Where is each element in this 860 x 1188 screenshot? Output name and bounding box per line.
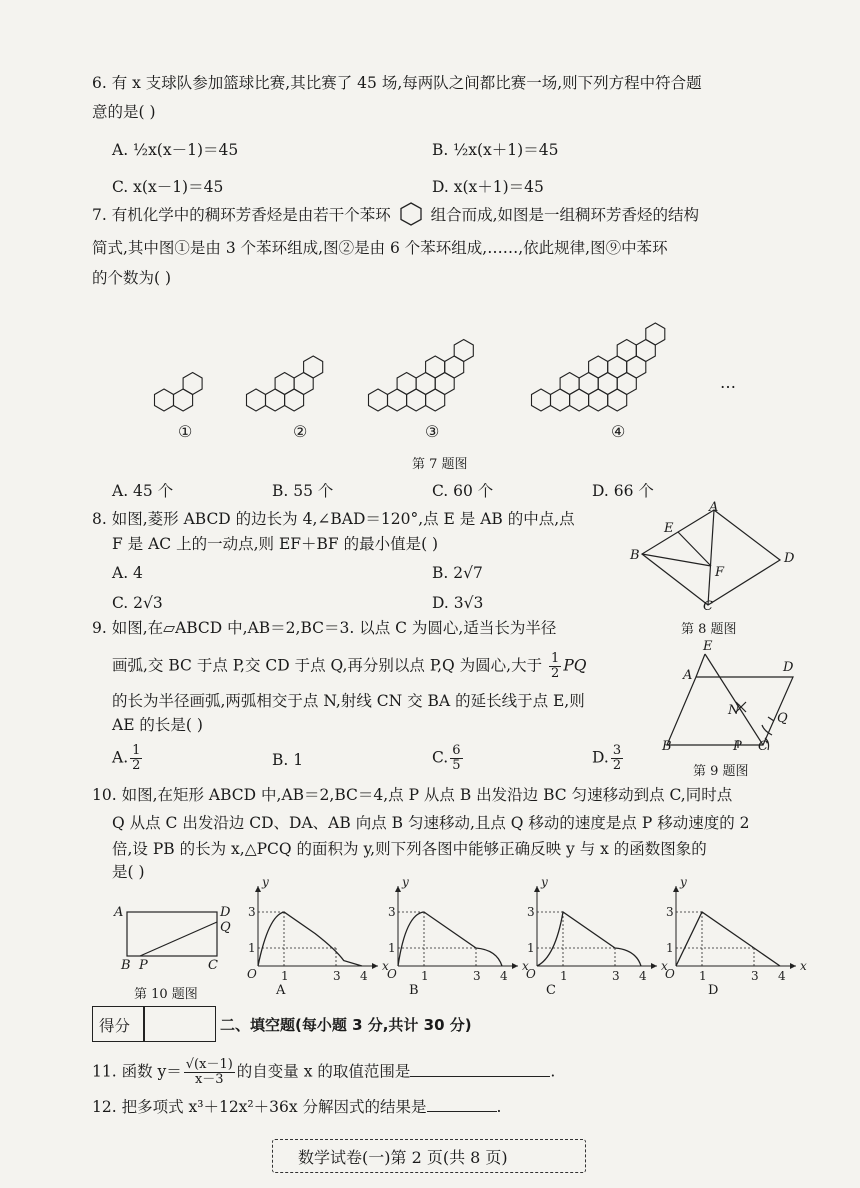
q8-point-d: D — [784, 551, 795, 566]
q10-tick-x-1: 1 — [281, 969, 289, 983]
q9-stem-line3: 的长为半径画弧,两弧相交于点 N,射线 CN 交 BA 的延长线于点 E,则 — [112, 692, 585, 710]
q8-point-b: B — [630, 548, 640, 563]
q10-rect-point-c: C — [208, 958, 218, 973]
q9-point-p: P — [733, 739, 742, 754]
q10-stem-line4: 是( ) — [112, 863, 145, 881]
q10-tick-y-3: 3 — [388, 905, 396, 919]
q8-point-e: E — [664, 521, 674, 536]
q10-y-arrow-icon — [395, 886, 401, 892]
q11-line — [92, 1058, 555, 1087]
q9-option-d-num: 3 — [612, 743, 622, 758]
q11-frac-denominator: x－3 — [194, 1072, 224, 1087]
q10-tick-x-3: 3 — [612, 969, 620, 983]
q9-option-a-label: A. — [112, 748, 129, 767]
q10-tick-x-4: 4 — [639, 969, 647, 983]
q10-tick-x-4: 4 — [500, 969, 508, 983]
q10-x-arrow-icon — [790, 963, 796, 969]
q9-stem-part2a: 画弧,交 BC 于点 P,交 CD 于点 Q,再分别以点 P,Q 为圆心,大于 — [112, 656, 543, 675]
q10-rect-point-q: Q — [220, 920, 231, 935]
q8-point-c: C — [703, 599, 713, 614]
q10-tick-y-1: 1 — [248, 941, 256, 955]
q10-axis-x-label: x — [522, 959, 529, 973]
q8-stem-line2: F 是 AC 上的一动点,则 EF＋BF 的最小值是( ) — [112, 535, 439, 553]
q9-option-d-label: D. — [592, 748, 609, 767]
q9-point-a: A — [683, 668, 693, 683]
q7-ellipsis: … — [720, 373, 736, 392]
q11-end: . — [550, 1062, 556, 1081]
q9-point-c: C — [758, 739, 768, 754]
q11-fraction — [184, 1058, 235, 1087]
q10-fig-caption: 第 10 题图 — [134, 987, 198, 1002]
q10-tick-x-3: 3 — [751, 969, 759, 983]
q6-option-d[interactable]: D. x(x＋1)＝45 — [432, 178, 544, 196]
q8-point-a: A — [709, 500, 719, 515]
q10-axis-x-label: x — [382, 959, 389, 973]
q6-option-a[interactable]: A. ½x(x－1)＝45 — [112, 141, 239, 159]
q10-tick-x-1: 1 — [699, 969, 707, 983]
q9-stem-line4: AE 的长是( ) — [112, 716, 203, 734]
q8-stem-line1: 8. 如图,菱形 ABCD 的边长为 4,∠BAD＝120°,点 E 是 AB 的中点,点 — [92, 510, 575, 528]
q10-x-arrow-icon — [651, 963, 657, 969]
q7-option-b[interactable]: B. 55 个 — [272, 482, 334, 500]
q10-axis-y-label: y — [541, 875, 548, 889]
q10-origin-label: O — [526, 967, 536, 981]
q11-frac-numerator: √(x－1) — [185, 1057, 233, 1072]
q12-end: . — [496, 1098, 502, 1116]
q9-point-e: E — [703, 639, 713, 654]
score-box — [92, 1006, 216, 1042]
q10-rect-point-b: B — [121, 958, 131, 973]
q10-tick-y-3: 3 — [248, 905, 256, 919]
q10-y-arrow-icon — [673, 886, 679, 892]
q10-y-arrow-icon — [534, 886, 540, 892]
q10-graph-curve — [676, 912, 780, 966]
q10-tick-x-3: 3 — [473, 969, 481, 983]
q8-option-b[interactable]: B. 2√7 — [432, 564, 483, 582]
q9-point-n: N — [728, 703, 740, 718]
q10-origin-label: O — [665, 967, 675, 981]
q10-tick-x-1: 1 — [421, 969, 429, 983]
q10-graph-curve — [537, 912, 641, 966]
q10-stem-line1: 10. 如图,在矩形 ABCD 中,AB＝2,BC＝4,点 P 从点 B 出发沿边 BC 匀速移动到点 C,同时点 — [92, 786, 733, 804]
q7-fig-label-3: ③ — [425, 422, 440, 441]
q10-stem-line2: Q 从点 C 出发沿边 CD、DA、AB 向点 B 匀速移动,且点 Q 移动的速度是点 P 移动速度的 2 — [112, 814, 750, 832]
q10-axis-y-label: y — [680, 875, 687, 889]
score-input[interactable] — [147, 1007, 213, 1041]
q10-axis-x-label: x — [661, 959, 668, 973]
q9-stem-part2b: PQ — [563, 656, 587, 675]
q10-graph-label-b: B — [409, 983, 419, 998]
q11-answer-blank[interactable] — [410, 1062, 550, 1077]
q9-option-a-num: 1 — [132, 743, 141, 758]
q10-tick-y-1: 1 — [527, 941, 535, 955]
q8-fig-caption: 第 8 题图 — [681, 622, 737, 637]
q10-axis-x-label: x — [800, 959, 807, 973]
q10-origin-label: O — [387, 967, 397, 981]
q9-point-q: Q — [777, 711, 788, 726]
q9-option-b[interactable]: B. 1 — [272, 751, 304, 769]
q10-rect-point-d: D — [220, 905, 231, 920]
q9-fig-caption: 第 9 题图 — [693, 764, 749, 779]
q10-rect-point-p: P — [139, 958, 148, 973]
score-label: 得分 — [99, 1017, 131, 1035]
q6-stem-line1: 6. 有 x 支球队参加篮球比赛,其比赛了 45 场,每两队之间都比赛一场,则下列方程中符合题 — [92, 74, 702, 92]
q10-graph-label-d: D — [708, 983, 719, 998]
q6-option-b[interactable]: B. ½x(x＋1)＝45 — [432, 141, 559, 159]
q9-stem-line1: 9. 如图,在▱ABCD 中,AB＝2,BC＝3. 以点 C 为圆心,适当长为半径 — [92, 619, 557, 637]
q11-suffix: 的自变量 x 的取值范围是 — [236, 1062, 411, 1081]
q7-fig-label-2: ② — [293, 422, 308, 441]
q10-graph-curve — [398, 912, 502, 966]
q10-axis-y-label: y — [262, 875, 269, 889]
q10-tick-y-3: 3 — [666, 905, 674, 919]
q9-frac-numerator: 1 — [551, 651, 560, 666]
q10-x-arrow-icon — [512, 963, 518, 969]
q10-tick-x-3: 3 — [333, 969, 341, 983]
q7-fig-label-1: ① — [178, 422, 193, 441]
q10-stem-line3: 倍,设 PB 的长为 x,△PCQ 的面积为 y,则下列各图中能够正确反映 y 与 x 的函数图象的 — [112, 840, 707, 858]
q10-tick-y-1: 1 — [666, 941, 674, 955]
q10-tick-x-4: 4 — [778, 969, 786, 983]
q9-point-b: B — [662, 739, 672, 754]
q10-tick-y-1: 1 — [388, 941, 396, 955]
q10-tick-x-4: 4 — [360, 969, 368, 983]
q7-stem-part2: 组合而成,如图是一组稠环芳香烃的结构 — [430, 206, 700, 224]
q7-fig-caption: 第 7 题图 — [412, 457, 468, 472]
q10-graph-curve — [258, 912, 362, 966]
q8-point-f: F — [715, 565, 725, 580]
q10-x-arrow-icon — [372, 963, 378, 969]
q7-option-a[interactable]: A. 45 个 — [112, 482, 174, 500]
q7-option-d[interactable]: D. 66 个 — [592, 482, 654, 500]
q9-option-c-num: 6 — [452, 743, 461, 758]
q7-fig-label-4: ④ — [611, 422, 626, 441]
q12-answer-blank[interactable] — [427, 1097, 497, 1112]
q8-option-d[interactable]: D. 3√3 — [432, 594, 484, 612]
q12-text: 12. 把多项式 x³＋12x²＋36x 分解因式的结果是 — [92, 1098, 427, 1116]
q10-graph-label-c: C — [546, 983, 556, 998]
q11-prefix: 11. 函数 y＝ — [92, 1062, 182, 1081]
q10-graph-label-a: A — [276, 983, 286, 998]
q6-option-c[interactable]: C. x(x－1)＝45 — [112, 178, 224, 196]
q9-option-a-den: 2 — [132, 758, 141, 773]
q7-stem-part1: 7. 有机化学中的稠环芳香烃是由若干个苯环 — [92, 206, 391, 224]
q10-tick-x-1: 1 — [560, 969, 568, 983]
q9-option-c-label: C. — [432, 748, 449, 767]
q8-option-a[interactable]: A. 4 — [112, 564, 143, 582]
page-footer: 数学试卷(一)第 2 页(共 8 页) — [298, 1148, 508, 1167]
q6-stem-line2: 意的是( ) — [92, 103, 156, 121]
q7-stem-line3: 的个数为( ) — [92, 269, 172, 287]
q12-line — [92, 1096, 501, 1118]
q10-axis-y-label: y — [402, 875, 409, 889]
section2-title: 二、填空题(每小题 3 分,共计 30 分) — [220, 1016, 472, 1034]
q9-option-d-den: 2 — [612, 758, 622, 773]
q9-frac-denominator: 2 — [551, 666, 560, 681]
q8-option-c[interactable]: C. 2√3 — [112, 594, 163, 612]
q9-point-d: D — [783, 660, 794, 675]
q10-rect-point-a: A — [114, 905, 124, 920]
q10-y-arrow-icon — [255, 886, 261, 892]
q10-origin-label: O — [247, 967, 257, 981]
score-box-divider — [143, 1007, 145, 1041]
q7-stem-line2: 简式,其中图①是由 3 个苯环组成,图②是由 6 个苯环组成,……,依此规律,图⑨中苯环 — [92, 239, 668, 257]
q7-option-c[interactable]: C. 60 个 — [432, 482, 494, 500]
q10-tick-y-3: 3 — [527, 905, 535, 919]
q9-option-c-den: 5 — [452, 758, 461, 773]
